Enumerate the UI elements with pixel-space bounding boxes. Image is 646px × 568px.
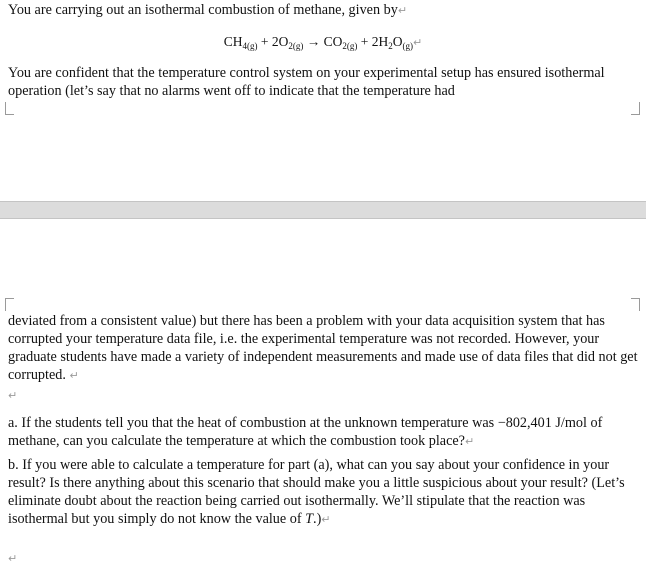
paragraph-mark: ↵ xyxy=(413,36,423,49)
eq-h2-sub: 2 xyxy=(388,41,393,51)
question-b-variable: T xyxy=(305,511,314,527)
paragraph-1-continued xyxy=(8,312,638,385)
paragraph-1-continued-text: deviated from a consistent value) but there has been a problem with your data acquisition system that has corrupted your temperature data file, i.e. the experimental temperature was not recorded. However, your graduate students have made a variety of independent measurements and made use of data files that did not get corrupted. xyxy=(8,313,638,383)
eq-h2o-sub: (g) xyxy=(402,41,414,51)
paragraph-mark: ↵ xyxy=(8,552,18,565)
question-b xyxy=(8,456,638,529)
question-a xyxy=(8,414,638,451)
paragraph-mark: ↵ xyxy=(464,435,475,448)
eq-ch-sub: 4(g) xyxy=(242,41,258,51)
eq-co2-sub: 2(g) xyxy=(342,41,358,51)
paragraph-1-start xyxy=(8,64,638,100)
reaction-equation xyxy=(0,33,646,52)
intro-text: You are carrying out an isothermal combustion of methane, given by xyxy=(8,2,398,18)
question-b-text: b. If you were able to calculate a temperature for part (a), what can you say about your confidence in your result? Is there anything about this scenario that should make you a little suspicious about your result? (Let’s eliminate doubt about the reaction being carried out isothermally. We’ll stipulate that the reaction was isothermal but you simply do not know the value of xyxy=(8,457,625,527)
paragraph-mark: ↵ xyxy=(321,513,331,526)
eq-plus1: + 2O xyxy=(257,34,289,49)
eq-plus2: + 2H xyxy=(357,34,389,49)
paragraph-mark: ↵ xyxy=(8,389,18,402)
eq-o: O xyxy=(392,34,403,49)
paragraph-mark: ↵ xyxy=(69,369,79,382)
page-corner-top-right xyxy=(631,298,640,311)
eq-o2-sub: 2(g) xyxy=(288,41,304,51)
page-corner-bottom-right xyxy=(631,102,640,115)
intro-line xyxy=(8,1,638,20)
paragraph-1-start-text: You are confident that the temperature control system on your experimental setup has ensured isothermal operation (let’s say that no alarms went off to indicate that the temperature had xyxy=(8,65,605,99)
question-b-end: .) xyxy=(313,511,322,527)
eq-ch: CH xyxy=(223,34,243,49)
final-empty-paragraph xyxy=(8,549,638,568)
paragraph-mark: ↵ xyxy=(397,4,408,17)
page-corner-bottom-left xyxy=(5,102,14,115)
eq-arrow-co: → CO xyxy=(303,34,343,49)
question-a-text: a. If the students tell you that the heat of combustion at the unknown temperature was −802,401 J/mol of methane, can you calculate the temperature at which the combustion took place? xyxy=(8,415,603,449)
page-corner-top-left xyxy=(5,298,14,311)
page-break-gap xyxy=(0,201,646,219)
empty-paragraph xyxy=(8,386,638,405)
